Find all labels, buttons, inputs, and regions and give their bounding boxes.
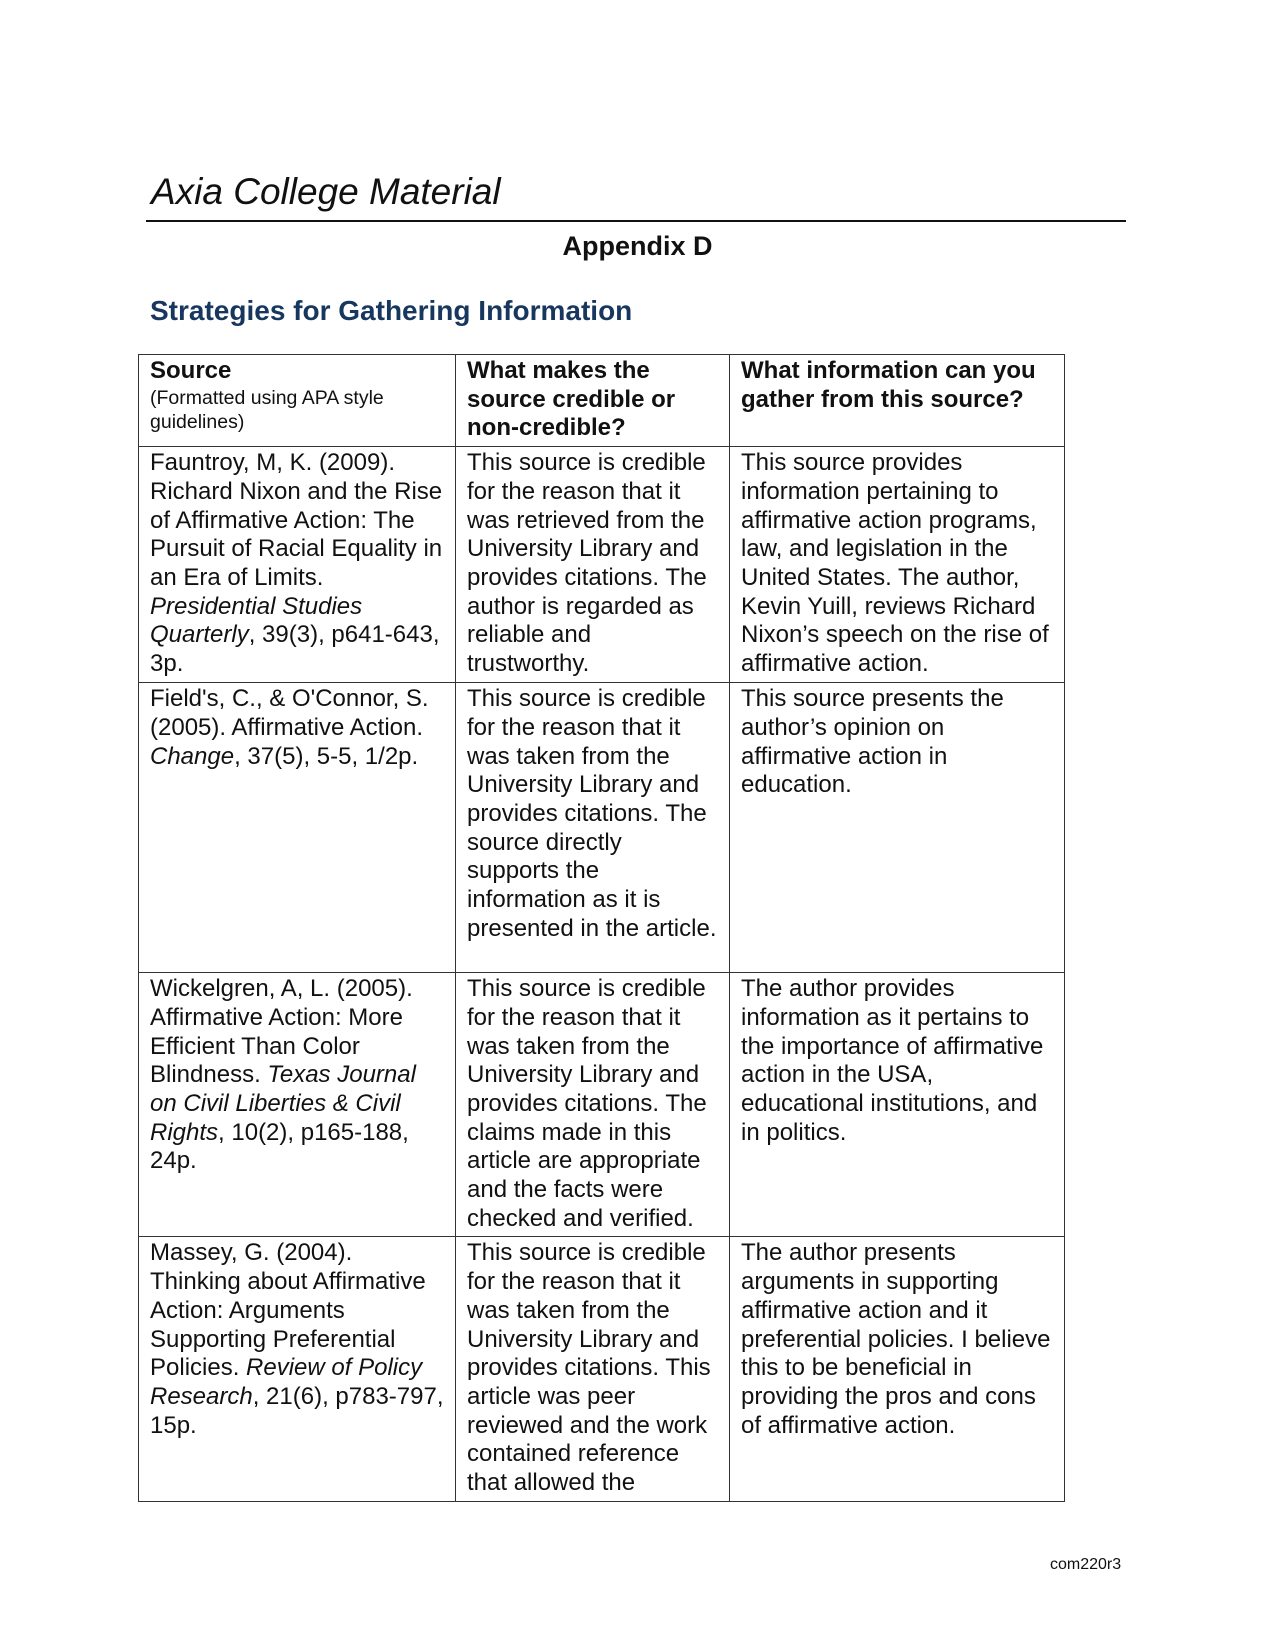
table-row bbox=[139, 447, 1065, 683]
table-row bbox=[139, 1237, 1065, 1501]
information-cell: The author provides information as it pertains to the importance of affirmative action in the USA, educational institutions, and in politics. bbox=[730, 973, 1065, 1237]
citation-cell bbox=[139, 683, 456, 973]
information-cell: The author presents arguments in supporting affirmative action and it preferential policies. I believe this to be beneficial in providing the pros and cons of affirmative action. bbox=[730, 1237, 1065, 1501]
header-information: What information can you gather from this source? bbox=[730, 355, 1065, 447]
citation-cell bbox=[139, 973, 456, 1237]
table-row bbox=[139, 683, 1065, 973]
citation-cell bbox=[139, 447, 456, 683]
citation-details: , 21(6), p783-797, 15p. bbox=[150, 1382, 444, 1439]
citation-details: , 10(2), p165-188, 24p. bbox=[150, 1118, 409, 1175]
citation-journal: Texas Journal on Civil Liberties & Civil Rights bbox=[150, 1061, 416, 1146]
credibility-cell: This source is credible for the reason that it was taken from the University Library and provides citations. The claims made in this article are appropriate and the facts were checked and verified. bbox=[456, 973, 730, 1237]
section-heading: Strategies for Gathering Information bbox=[150, 295, 633, 326]
document-header-title: Axia College Material bbox=[151, 171, 501, 212]
header-divider bbox=[146, 220, 1126, 222]
credibility-cell: This source is credible for the reason that it was taken from the University Library and provides citations. The source directly supports the information as it is presented in the article. bbox=[456, 683, 730, 973]
citation-text: Fauntroy, M, K. (2009). Richard Nixon and the Rise of Affirmative Action: The Pursuit of Racial Equality in an Era of Limits. bbox=[150, 449, 443, 591]
table-header-row bbox=[139, 355, 1065, 447]
header-source bbox=[139, 355, 456, 447]
credibility-cell: This source is credible for the reason that it was taken from the University Library and provides citations. This article was peer reviewed and the work contained reference that allowed the bbox=[456, 1237, 730, 1501]
citation-text: Wickelgren, A, L. (2005). Affirmative Action: More Efficient Than Color Blindness. bbox=[150, 975, 413, 1089]
citation-text: Massey, G. (2004). Thinking about Affirmative Action: Arguments Supporting Preferential Policies. bbox=[150, 1239, 426, 1382]
credibility-cell: This source is credible for the reason that it was retrieved from the University Library and provides citations. The author is regarded as reliable and trustworthy. bbox=[456, 447, 730, 683]
appendix-title: Appendix D bbox=[562, 231, 713, 261]
sources-table bbox=[138, 354, 1065, 1502]
citation-journal: Review of Policy Research bbox=[150, 1354, 423, 1410]
citation-details: , 39(3), p641-643, 3p. bbox=[150, 621, 440, 678]
citation-journal: Change bbox=[150, 742, 235, 770]
information-cell: This source presents the author’s opinion on affirmative action in education. bbox=[730, 683, 1065, 973]
citation-cell bbox=[139, 1237, 456, 1501]
citation-text: Field's, C., & O'Connor, S. (2005). Affirmative Action. bbox=[150, 685, 429, 741]
table-row bbox=[139, 973, 1065, 1237]
citation-details: , 37(5), 5-5, 1/2p. bbox=[234, 742, 419, 770]
citation-journal: Presidential Studies Quarterly bbox=[150, 592, 363, 649]
header-credibility: What makes the source credible or non-credible? bbox=[456, 355, 730, 447]
header-source-note: (Formatted using APA style guidelines) bbox=[150, 386, 384, 433]
information-cell: This source provides information pertaining to affirmative action programs, law, and legislation in the United States. The author, Kevin Yuill, reviews Richard Nixon’s speech on the rise of affirmative action. bbox=[730, 447, 1065, 683]
footer-course-code: com220r3 bbox=[1050, 1556, 1122, 1573]
header-source-label: Source bbox=[150, 357, 232, 384]
